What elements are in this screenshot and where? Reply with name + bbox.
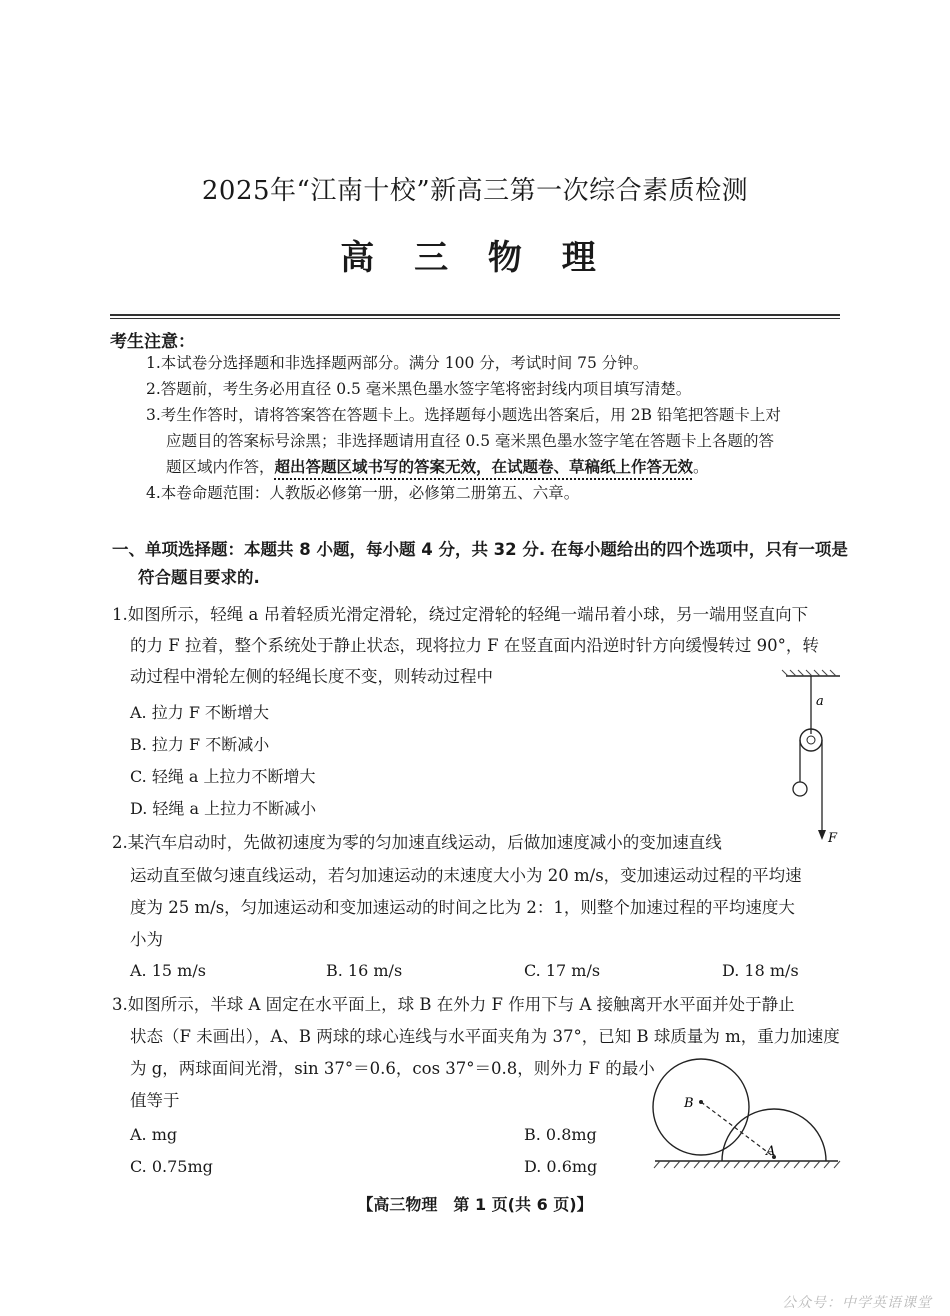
page-footer: 【高三物理 第 1 页(共 6 页)】 bbox=[357, 1195, 593, 1214]
notice-item-3-line-3 bbox=[146, 454, 846, 480]
q1-pulley-figure bbox=[778, 668, 848, 848]
q2-stem-line-2: 运动直至做匀速直线运动，若匀加速运动的末速度大小为 20 m/s，变加速运动过程的平均速 bbox=[130, 866, 802, 885]
q3-label-a: A bbox=[766, 1144, 776, 1159]
notice-item-3-plain: 题区域内作答， bbox=[166, 458, 275, 476]
q3-stem-line-2: 状态（F 未画出），A、B 两球的球心连线与水平面夹角为 37°，已知 B 球质量为 m，重力加速度 bbox=[130, 1027, 840, 1046]
notice-item-2: 2.答题前，考生务必用直径 0.5 毫米黑色墨水签字笔将密封线内项目填写清楚。 bbox=[146, 380, 692, 398]
q2-stem-line-1: 2.某汽车启动时，先做初速度为零的匀加速直线运动，后做加速度减小的变加速直线 bbox=[112, 833, 722, 852]
q2-option-b: B. 16 m/s bbox=[326, 961, 403, 980]
notice-item-3-end: 。 bbox=[693, 458, 709, 476]
q3-stem-line-4: 值等于 bbox=[130, 1091, 180, 1110]
q1-label-f: F bbox=[828, 831, 838, 846]
q2-option-a: A. 15 m/s bbox=[130, 961, 206, 980]
q1-stem-line-2: 的力 F 拉着，整个系统处于静止状态，现将拉力 F 在竖直面内沿逆时针方向缓慢转过 90°，转 bbox=[130, 636, 819, 655]
q2-option-c: C. 17 m/s bbox=[524, 961, 601, 980]
q2-stem-line-3: 度为 25 m/s，匀加速运动和变加速运动的时间之比为 2：1，则整个加速过程的平均速度大 bbox=[130, 898, 795, 917]
divider-thick bbox=[110, 314, 840, 316]
section-heading-line-2: 符合题目要求的. bbox=[138, 568, 260, 587]
watermark: 公众号：中学英语课堂 bbox=[782, 1295, 932, 1311]
notice-item-1: 1.本试卷分选择题和非选择题两部分。满分 100 分，考试时间 75 分钟。 bbox=[146, 354, 649, 372]
divider-thin bbox=[110, 318, 840, 319]
notice-item-3-line-1: 3.考生作答时，请将答案答在答题卡上。选择题每小题选出答案后，用 2B 铅笔把答题卡上对 bbox=[146, 406, 781, 424]
section-heading-line-1: 一、单项选择题：本题共 8 小题，每小题 4 分，共 32 分. 在每小题给出的四个选项中，只有一项是 bbox=[112, 540, 848, 559]
q3-option-b: B. 0.8mg bbox=[524, 1125, 597, 1144]
section-heading bbox=[112, 536, 852, 592]
q1-label-a: a bbox=[816, 694, 824, 709]
q3-label-b: B bbox=[684, 1096, 694, 1111]
q3-option-a: A. mg bbox=[130, 1125, 178, 1144]
q1-option-c: C. 轻绳 a 上拉力不断增大 bbox=[130, 767, 316, 786]
q1-option-d: D. 轻绳 a 上拉力不断减小 bbox=[130, 799, 317, 818]
subject-title: 高 三 物 理 bbox=[340, 238, 610, 278]
q3-option-d: D. 0.6mg bbox=[524, 1157, 598, 1176]
q3-spheres-figure bbox=[650, 1055, 845, 1173]
q2-stem-line-4: 小为 bbox=[130, 930, 163, 949]
q1-stem-line-1: 1.如图所示，轻绳 a 吊着轻质光滑定滑轮，绕过定滑轮的轻绳一端吊着小球，另一端用竖直向下 bbox=[112, 605, 809, 624]
q1-option-a: A. 拉力 F 不断增大 bbox=[130, 703, 270, 722]
q3-stem-line-3: 为 g，两球面间光滑，sin 37°＝0.6，cos 37°＝0.8，则外力 F 的最小 bbox=[130, 1059, 655, 1078]
q2-option-d: D. 18 m/s bbox=[722, 961, 799, 980]
notice-heading: 考生注意： bbox=[110, 332, 195, 352]
q1-stem-line-3: 动过程中滑轮左侧的轻绳长度不变，则转动过程中 bbox=[130, 667, 493, 686]
exam-title: 2025年“江南十校”新高三第一次综合素质检测 bbox=[201, 176, 749, 206]
q3-option-c: C. 0.75mg bbox=[130, 1157, 213, 1176]
q3-stem-line-1: 3.如图所示，半球 A 固定在水平面上，球 B 在外力 F 作用下与 A 接触离开水平面并处于静止 bbox=[112, 995, 795, 1014]
notice-item-3-line-2: 应题目的答案标号涂黑；非选择题请用直径 0.5 毫米黑色墨水签字笔在答题卡上各题的答 bbox=[166, 432, 775, 450]
notice-item-3 bbox=[146, 402, 846, 480]
q1-option-b: B. 拉力 F 不断减小 bbox=[130, 735, 270, 754]
notice-emphasis: 超出答题区域书写的答案无效，在试题卷、草稿纸上作答无效 bbox=[274, 458, 694, 476]
notice-item-4: 4.本卷命题范围：人教版必修第一册，必修第二册第五、六章。 bbox=[146, 484, 580, 502]
